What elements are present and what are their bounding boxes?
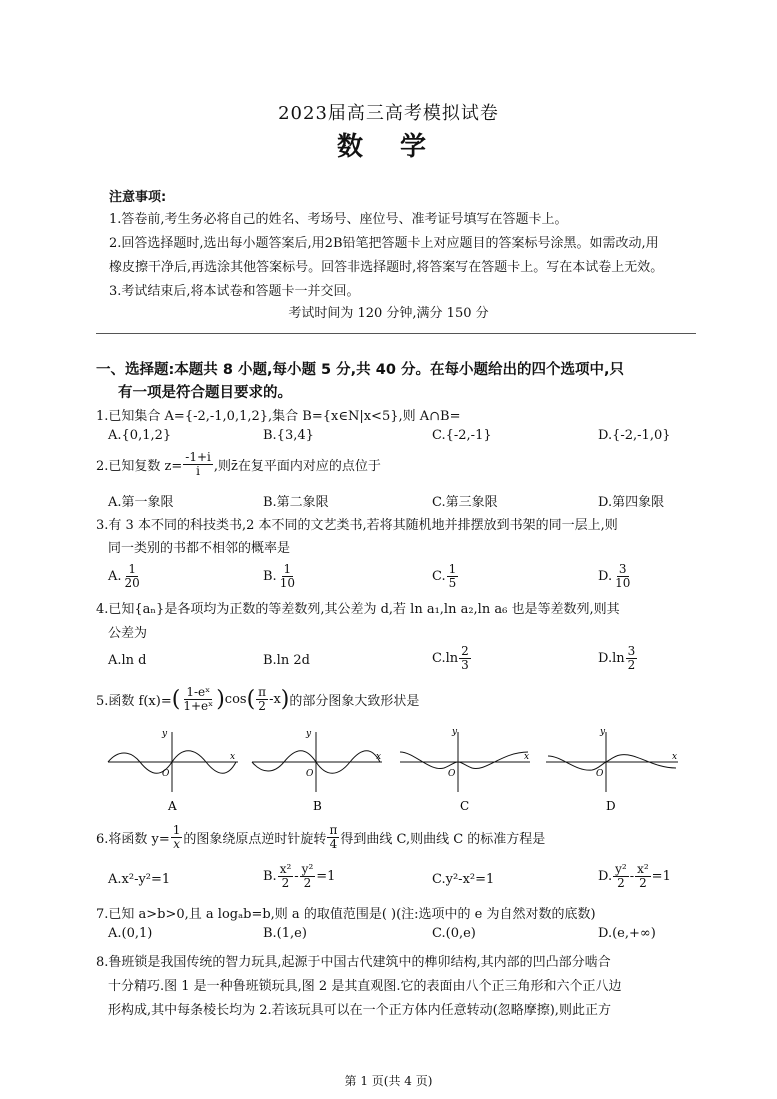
q5-frac2 <box>256 686 268 713</box>
q4-d-den: 2 <box>627 658 636 672</box>
q7-stem: 7.已知 a>b>0,且 a logₐb=b,则 a 的取值范围是( )(注:选项中的 e 为自然对数的底数) <box>96 907 596 922</box>
q5-paren-open: ( <box>171 686 181 712</box>
q6-num: 1 <box>172 823 181 837</box>
graph-d <box>546 727 678 813</box>
graph-c-y: y <box>452 727 458 737</box>
q6-d-n2: x² <box>637 862 649 876</box>
q4-c-label: C.ln <box>432 651 459 666</box>
q2-option-d: D.第四象限 <box>598 495 665 510</box>
q3-option-c <box>432 563 459 590</box>
q6-den2: 4 <box>329 837 338 851</box>
q3-option-a-frac <box>123 563 142 590</box>
q3-a-den: 20 <box>124 576 140 590</box>
q4-c-frac <box>459 645 471 672</box>
q2-fraction <box>183 451 213 478</box>
graph-c <box>400 727 530 813</box>
q5-paren-close: ) <box>216 686 225 712</box>
q3-option-d-label: D. <box>598 569 613 584</box>
q4-option-b: B.ln 2d <box>263 653 310 668</box>
q3-d-den: 10 <box>615 576 631 590</box>
page-footer: 第 1 页(共 4 页) <box>344 1074 433 1088</box>
q3-c-den: 5 <box>448 576 457 590</box>
note-item-2: 2.回答选择题时,选出每小题答案后,用2B铅笔把答题卡上对应题目的答案标号涂黑。如需改动,用 <box>109 236 659 251</box>
q4-stem-cont: 公差为 <box>108 626 148 641</box>
q7-option-a: A.(0,1) <box>108 926 153 941</box>
q5-stem <box>96 686 419 713</box>
q1-stem: 1.已知集合 A={-2,-1,0,1,2},集合 B={x∈N|x<5},则 A∩B= <box>96 409 461 424</box>
q6-num2: π <box>329 823 338 837</box>
graph-a-x: x <box>230 752 236 762</box>
q7-option-d: D.(e,+∞) <box>598 926 656 941</box>
q6-d-frac1 <box>613 863 629 890</box>
q2-pre: 2.已知复数 z= <box>96 459 183 474</box>
graph-b-label: B <box>313 799 322 813</box>
q6-mid: 的图象绕原点逆时针旋转 <box>183 832 327 847</box>
q3-option-c-label: C. <box>432 569 446 584</box>
note-item-3: 3.考试结束后,将本试卷和答题卡一并交回。 <box>109 284 360 299</box>
q6-d-frac2 <box>635 863 651 890</box>
q8-line-2: 十分精巧.图 1 是一种鲁班锁玩具,图 2 是其直观图.它的表面由八个正三角形和六个正八边 <box>108 979 622 994</box>
graph-a-origin: O <box>162 769 170 779</box>
graph-a <box>108 729 238 813</box>
q1-option-a: A.{0,1,2} <box>108 428 172 443</box>
q7-option-b: B.(1,e) <box>263 926 307 941</box>
q2-option-a: A.第一象限 <box>108 495 174 510</box>
graph-b <box>252 729 382 813</box>
note-item-2-cont: 橡皮擦干净后,再选涂其他答案标号。回答非选择题时,将答案写在答题卡上。写在本试卷上无效。 <box>109 260 664 275</box>
q4-c-num: 2 <box>461 644 469 658</box>
q5-cos: cos <box>224 692 247 707</box>
q3-option-b-frac <box>278 563 297 590</box>
q1-option-b: B.{3,4} <box>263 428 314 443</box>
q7-option-c: C.(0,e) <box>432 926 476 941</box>
q6-b-frac2 <box>300 863 316 890</box>
q6-option-b <box>263 863 335 890</box>
q6-d-d2: 2 <box>639 876 647 890</box>
q6-option-c: C.y²-x²=1 <box>432 872 495 887</box>
q6-d-eq: =1 <box>651 869 671 884</box>
q5-den: 1+eˣ <box>183 699 214 713</box>
q6-b-n1: x² <box>279 862 292 876</box>
note-item-1: 1.答卷前,考生务必将自己的姓名、考场号、座位号、准考证号填写在答题卡上。 <box>109 212 568 227</box>
q2-option-b: B.第二象限 <box>263 495 329 510</box>
q6-b-d1: 2 <box>281 876 290 890</box>
graph-b-origin: O <box>306 769 314 779</box>
q6-b-minus: - <box>294 869 299 884</box>
q3-option-d-frac <box>613 563 632 590</box>
q6-frac2 <box>327 824 339 851</box>
q8-line-1: 8.鲁班锁是我国传统的智力玩具,起源于中国古代建筑中的榫卯结构,其内部的凹凸部分啮合 <box>96 955 611 970</box>
q3-stem: 3.有 3 本不同的科技类书,2 本不同的文艺类书,若将其随机地并排摆放到书架的同一层上,则 <box>96 518 618 533</box>
q5-graphs <box>100 722 700 817</box>
graph-c-origin: O <box>448 769 456 779</box>
q6-post: 得到曲线 C,则曲线 C 的标准方程是 <box>340 832 546 847</box>
q4-d-num: 3 <box>627 644 636 658</box>
q2-den: i <box>196 464 200 478</box>
section1-heading-cont: 有一项是符合题目要求的。 <box>118 385 292 401</box>
q6-b-label: B. <box>263 869 277 884</box>
q4-option-c <box>432 645 472 672</box>
q3-option-b <box>263 563 298 590</box>
q3-option-a <box>108 563 143 590</box>
q6-pre: 6.将函数 y= <box>96 832 170 847</box>
q3-a-num: 1 <box>128 562 136 576</box>
exam-title: 2023届高三高考模拟试卷 <box>278 103 499 124</box>
graph-c-label: C <box>460 799 470 813</box>
q5-num: 1-eˣ <box>186 685 211 699</box>
q2-stem <box>96 451 381 478</box>
graph-d-label: D <box>606 799 616 813</box>
q3-c-num: 1 <box>448 562 457 576</box>
q5-pre: 5.函数 f(x)= <box>96 694 172 709</box>
q2-num: -1+i <box>185 450 211 464</box>
q2-post: ,则z̄在复平面内对应的点位于 <box>213 459 381 474</box>
q8-line-3: 形构成,其中每条棱长均为 2.若该玩具可以在一个正方体内任意转动(忽略摩擦),则此正方 <box>108 1003 611 1018</box>
graph-d-x: x <box>672 752 678 762</box>
q5-post: -x <box>269 692 281 707</box>
q6-b-eq: =1 <box>316 869 336 884</box>
q6-d-d1: 2 <box>617 876 625 890</box>
graph-a-label: A <box>168 799 177 813</box>
graph-b-x: x <box>376 752 382 762</box>
q4-stem: 4.已知{aₙ}是各项均为正数的等差数列,其公差为 d,若 ln a₁,ln a₂,ln a₆ 也是等差数列,则其 <box>96 602 620 617</box>
q6-option-a: A.x²-y²=1 <box>108 872 171 887</box>
q4-d-label: D.ln <box>598 651 625 666</box>
q3-option-c-frac <box>447 563 459 590</box>
q5-tail: 的部分图象大致形状是 <box>289 694 420 709</box>
q2-option-c: C.第三象限 <box>432 495 498 510</box>
q5-den2: 2 <box>258 699 266 713</box>
graph-d-origin: O <box>596 769 604 779</box>
q4-c-den: 3 <box>461 658 469 672</box>
divider <box>96 333 696 334</box>
section1-heading: 一、选择题:本题共 8 小题,每小题 5 分,共 40 分。在每小题给出的四个选项中,只 <box>96 362 624 378</box>
q4-d-frac <box>626 645 638 672</box>
q3-stem-cont: 同一类别的书都不相邻的概率是 <box>108 541 291 556</box>
q6-frac <box>171 824 183 851</box>
q1-option-c: C.{-2,-1} <box>432 428 492 443</box>
q5-frac <box>181 686 215 713</box>
graph-d-y: y <box>600 727 606 737</box>
q6-stem <box>96 824 545 851</box>
notes-heading: 注意事项: <box>109 190 167 205</box>
q5-num2: π <box>258 685 267 699</box>
q4-option-d <box>598 645 638 672</box>
q5-paren2-close: ) <box>280 686 290 712</box>
q3-b-den: 10 <box>279 576 295 590</box>
exam-time-line: 考试时间为 120 分钟,满分 150 分 <box>288 306 489 321</box>
q6-b-frac1 <box>278 863 294 890</box>
q6-d-minus: - <box>629 869 635 884</box>
q6-d-n1: y² <box>615 862 627 876</box>
graph-c-x: x <box>524 752 530 762</box>
q6-option-d <box>598 863 671 890</box>
q3-b-num: 1 <box>283 562 292 576</box>
q3-option-b-label: B. <box>263 569 277 584</box>
q3-option-d <box>598 563 633 590</box>
q6-d-label: D. <box>598 869 613 884</box>
q4-option-a: A.ln d <box>108 653 147 668</box>
q3-option-a-label: A. <box>108 569 122 584</box>
q3-d-num: 3 <box>618 562 627 576</box>
subject-title: 数 学 <box>336 132 441 162</box>
q5-paren2-open: ( <box>246 686 256 712</box>
q6-b-n2: y² <box>301 862 314 876</box>
q6-b-d2: 2 <box>303 876 312 890</box>
q1-option-d: D.{-2,-1,0} <box>598 428 671 443</box>
graph-b-y: y <box>306 729 312 739</box>
graph-a-y: y <box>162 729 168 739</box>
q6-den: x <box>173 837 180 851</box>
